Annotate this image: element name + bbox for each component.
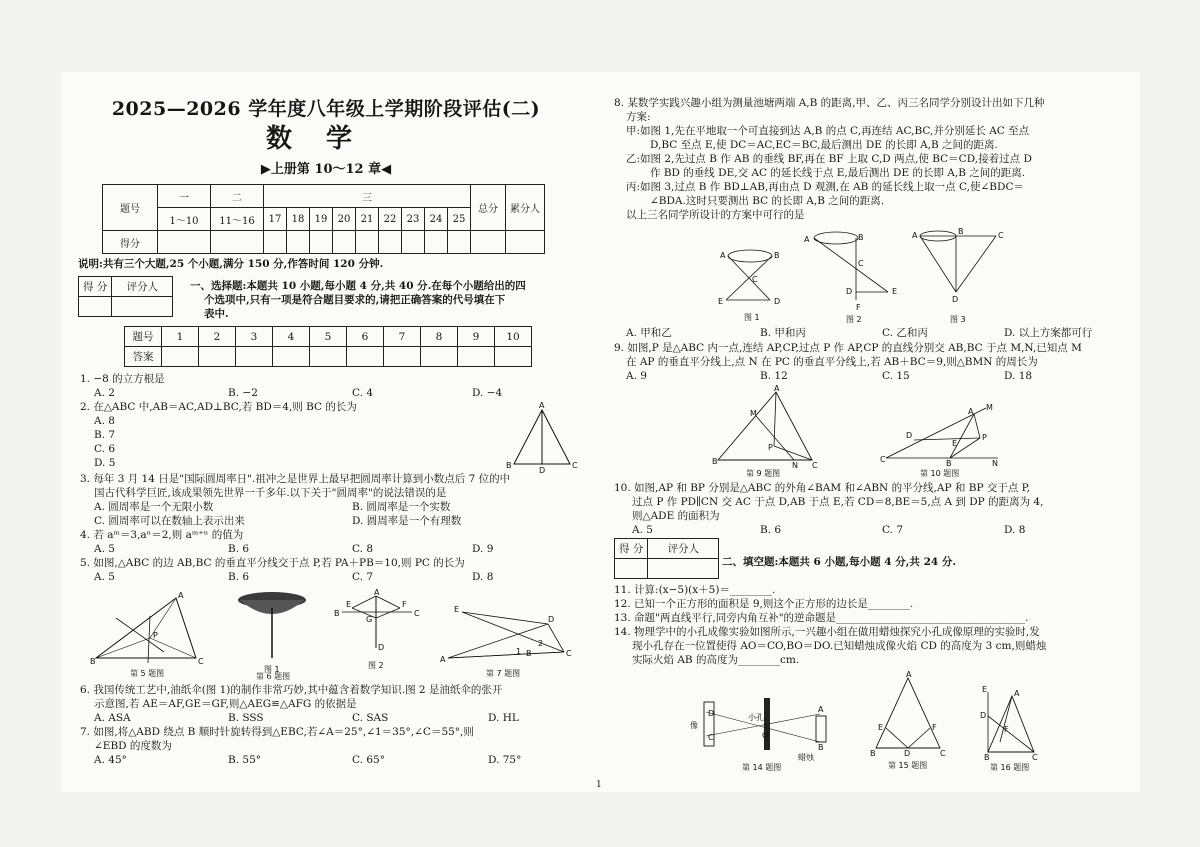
q1-option-d[interactable]: D. −4 bbox=[472, 387, 503, 399]
q6-option-c[interactable]: C. SAS bbox=[352, 712, 389, 724]
score-cell[interactable] bbox=[506, 231, 545, 254]
section-two: 二 bbox=[211, 185, 264, 208]
q5-option-a[interactable]: A. 5 bbox=[94, 571, 115, 583]
answer-cell[interactable] bbox=[310, 347, 347, 367]
score-cell[interactable] bbox=[333, 231, 356, 254]
svg-text:C: C bbox=[566, 649, 572, 658]
section-three: 三 bbox=[264, 185, 471, 208]
ans-num: 5 bbox=[310, 327, 347, 347]
score-cell[interactable] bbox=[310, 231, 333, 254]
q9-stem-line2: 在 AP 的垂直平分线上,点 N 在 PC 的垂直平分线上,若 AB＋BC＝9,则△BMN 的周长为 bbox=[626, 356, 1038, 368]
q7-option-b[interactable]: B. 55° bbox=[228, 754, 262, 766]
answer-cell[interactable] bbox=[421, 347, 458, 367]
q6-figure1 bbox=[226, 584, 326, 678]
q16-figure bbox=[976, 682, 1056, 772]
q7-option-c[interactable]: C. 65° bbox=[352, 754, 385, 766]
section2-title: 二、填空题:本题共 6 小题,每小题 4 分,共 24 分. bbox=[722, 556, 956, 568]
q4-option-d[interactable]: D. 9 bbox=[472, 543, 494, 555]
q3-stem-line1: 3. 每年 3 月 14 日是"国际圆周率日".祖冲之是世界上最早把圆周率计算到小数点后 7 位的中 bbox=[80, 473, 511, 485]
svg-text:C: C bbox=[880, 455, 886, 464]
answer-cell[interactable] bbox=[199, 347, 236, 367]
svg-text:F: F bbox=[1004, 725, 1009, 734]
svg-text:A: A bbox=[818, 705, 824, 714]
section1-line3: 表中. bbox=[204, 308, 229, 320]
q8-plan-a-line1: 甲:如图 1,先在平地取一个可直接到达 A,B 的点 C,再连结 AC,BC,并分别延长 AC 至点 bbox=[626, 125, 1030, 137]
score-table bbox=[102, 184, 545, 254]
fig5-caption: 第 5 题图 bbox=[130, 669, 165, 678]
svg-text:C: C bbox=[708, 733, 714, 742]
q8-question: 以上三名同学所设计的方案中可行的是 bbox=[626, 209, 805, 221]
fig15-caption: 第 15 题图 bbox=[888, 761, 928, 770]
svg-text:B: B bbox=[712, 457, 718, 466]
range-1: 1～10 bbox=[158, 208, 211, 231]
q10-option-d[interactable]: D. 8 bbox=[1004, 524, 1026, 536]
q6-option-d[interactable]: D. HL bbox=[488, 712, 519, 724]
svg-text:B: B bbox=[526, 649, 532, 658]
ans-num: 4 bbox=[273, 327, 310, 347]
total-label: 总分 bbox=[471, 185, 506, 231]
grader-person-label: 评分人 bbox=[112, 277, 173, 297]
svg-text:P: P bbox=[768, 443, 773, 452]
fig8-1-caption: 图 1 bbox=[744, 313, 760, 322]
subject-title: 数学 bbox=[265, 124, 386, 154]
fig16-caption: 第 16 题图 bbox=[990, 763, 1030, 772]
q9-option-c[interactable]: C. 15 bbox=[882, 370, 910, 382]
grader-score-cell[interactable] bbox=[79, 297, 112, 317]
q8-plan-c-line2: ∠BDA.这时只要测出 BC 的长即 A,B 之间的距离. bbox=[650, 195, 885, 207]
answer-cell[interactable] bbox=[347, 347, 384, 367]
q4-option-a[interactable]: A. 5 bbox=[94, 543, 115, 555]
ans-num: 3 bbox=[236, 327, 273, 347]
fig10-caption: 第 10 题图 bbox=[920, 469, 960, 478]
score-cell[interactable] bbox=[471, 231, 506, 254]
q4-stem: 4. 若 aᵐ＝3,aⁿ＝2,则 aᵐ⁺ⁿ 的值为 bbox=[80, 529, 244, 541]
q3-option-d[interactable]: D. 圆周率是一个有理数 bbox=[352, 515, 462, 527]
q10-stem-line1: 10. 如图,AP 和 BP 分别是△ABC 的外角∠BAM 和∠ABN 的平分线,AP 和 BP 交于点 P, bbox=[614, 482, 1030, 494]
q8-figure2 bbox=[800, 228, 910, 326]
answer-cell[interactable] bbox=[273, 347, 310, 367]
q8-plan-c-line1: 丙:如图 3,过点 B 作 BD⊥AB,再由点 D 观测,在 AB 的延长线上取一点 C,使∠BDC＝ bbox=[626, 181, 1024, 193]
q8-figure1 bbox=[712, 244, 792, 326]
ans-num: 2 bbox=[199, 327, 236, 347]
num-18: 18 bbox=[287, 208, 310, 231]
scorer-label: 累分人 bbox=[506, 185, 545, 231]
q8-stem-line2: 方案: bbox=[626, 111, 651, 123]
svg-text:E: E bbox=[454, 605, 460, 614]
fig9-caption: 第 9 题图 bbox=[746, 469, 781, 478]
num-20: 20 bbox=[333, 208, 356, 231]
svg-text:D: D bbox=[904, 749, 911, 758]
svg-text:B: B bbox=[870, 749, 876, 758]
svg-text:D: D bbox=[539, 466, 546, 474]
q14-figure bbox=[686, 690, 846, 772]
svg-text:D: D bbox=[548, 615, 555, 624]
svg-text:C: C bbox=[752, 275, 758, 284]
q2-figure bbox=[500, 400, 582, 474]
q10-stem-line3: 则△ADE 的面积为 bbox=[632, 510, 720, 522]
svg-text:B: B bbox=[946, 459, 952, 468]
q5-figure bbox=[86, 588, 216, 678]
svg-text:G: G bbox=[366, 615, 373, 624]
svg-text:D: D bbox=[378, 643, 385, 652]
range-2: 11～16 bbox=[211, 208, 264, 231]
svg-text:F: F bbox=[932, 723, 937, 732]
grader-score-label: 得 分 bbox=[79, 277, 112, 297]
svg-text:A: A bbox=[1014, 689, 1020, 698]
xiaokong-label: 小孔 bbox=[748, 713, 764, 722]
q14-stem-line3[interactable]: 实际火焰 AB 的高度为________cm. bbox=[632, 654, 800, 666]
xiang-label: 像 bbox=[690, 721, 698, 730]
num-22: 22 bbox=[379, 208, 402, 231]
q4-option-b[interactable]: B. 6 bbox=[228, 543, 250, 555]
q8-plan-b-line2: 作 BD 的垂线 DE,交 AC 的延长线于点 E,最后测出 DE 的长即 A,B 之间的距离. bbox=[650, 167, 1026, 179]
score-cell[interactable] bbox=[379, 231, 402, 254]
grader-score-cell[interactable] bbox=[615, 559, 648, 579]
answer-cell[interactable] bbox=[495, 347, 532, 367]
answer-table bbox=[124, 326, 532, 367]
section-one: 一 bbox=[158, 185, 211, 208]
q2-option-a[interactable]: A. 8 bbox=[94, 415, 115, 427]
q6-option-a[interactable]: A. ASA bbox=[94, 712, 131, 724]
q9-option-a[interactable]: A. 9 bbox=[626, 370, 647, 382]
q14-stem-line1: 14. 物理学中的小孔成像实验如图所示,一兴趣小组在做用蜡烛探究小孔成像原理的实验时,发 bbox=[614, 626, 1040, 638]
svg-text:E: E bbox=[892, 287, 898, 296]
svg-text:E: E bbox=[982, 685, 988, 694]
q5-option-d[interactable]: D. 8 bbox=[472, 571, 494, 583]
q2-stem: 2. 在△ABC 中,AB＝AC,AD⊥BC,若 BD＝4,则 BC 的长为 bbox=[80, 401, 357, 413]
q7-option-a[interactable]: A. 45° bbox=[94, 754, 127, 766]
answer-table-row2-label: 答案 bbox=[125, 347, 162, 367]
q3-stem-line2: 国古代科学巨匠,该成果领先世界一千多年.以下关于"圆周率"的说法错误的是 bbox=[94, 487, 447, 499]
svg-text:A: A bbox=[374, 588, 380, 597]
q6-stem-line2: 示意图,若 AE＝AF,GE＝GF,则△AEG≌△AFG 的依据是 bbox=[94, 698, 357, 710]
answer-cell[interactable] bbox=[384, 347, 421, 367]
q11-stem[interactable]: 11. 计算:(x−5)(x＋5)＝________. bbox=[614, 584, 776, 596]
q3-option-b[interactable]: B. 圆周率是一个实数 bbox=[352, 501, 451, 513]
q14-stem-line2: 现小孔存在一位置使得 AO＝CO,BO＝DO.已知蜡烛成像火焰 CD 的高度为 3 cm,则蜡烛 bbox=[632, 640, 1047, 652]
q1-option-c[interactable]: C. 4 bbox=[352, 387, 374, 399]
q7-option-d[interactable]: D. 75° bbox=[488, 754, 522, 766]
answer-cell[interactable] bbox=[162, 347, 199, 367]
svg-text:N: N bbox=[792, 461, 798, 470]
fig6-1-caption: 图 1 bbox=[264, 665, 280, 674]
score-table-row2-label: 得分 bbox=[103, 231, 158, 254]
q10-option-a[interactable]: A. 5 bbox=[632, 524, 653, 536]
ans-num: 9 bbox=[458, 327, 495, 347]
num-21: 21 bbox=[356, 208, 379, 231]
svg-text:B: B bbox=[774, 251, 780, 260]
svg-text:C: C bbox=[998, 231, 1004, 240]
svg-text:B: B bbox=[984, 753, 990, 762]
q8-plan-b-line1: 乙:如图 2,先过点 B 作 AB 的垂线 BF,再在 BF 上取 C,D 两点,使 BC＝CD,接着过点 D bbox=[626, 153, 1032, 165]
q10-figure bbox=[880, 400, 1010, 480]
page-number: 1 bbox=[596, 780, 602, 790]
score-cell[interactable] bbox=[425, 231, 448, 254]
q8-stem-line1: 8. 某数学实践兴趣小组为测量池塘两端 A,B 的距离,甲、乙、丙三名同学分别设计出如下几种 bbox=[614, 97, 1045, 109]
q3-option-a[interactable]: A. 圆周率是一个无限小数 bbox=[94, 501, 214, 513]
svg-text:C: C bbox=[1032, 753, 1038, 762]
answer-cell[interactable] bbox=[236, 347, 273, 367]
q1-option-b[interactable]: B. −2 bbox=[228, 387, 258, 399]
svg-text:B: B bbox=[818, 743, 824, 752]
svg-text:A: A bbox=[968, 407, 974, 416]
fig14-caption: 第 14 题图 bbox=[742, 763, 782, 772]
score-cell[interactable] bbox=[264, 231, 287, 254]
q7-stem-line2: ∠EBD 的度数为 bbox=[94, 740, 172, 752]
q5-stem: 5. 如图,△ABC 的边 AB,BC 的垂直平分线交于点 P,若 PA＋PB＝10,则 PC 的长为 bbox=[80, 557, 465, 569]
section1-line2: 个选项中,只有一项是符合题目要求的,请把正确答案的代号填在下 bbox=[204, 294, 506, 306]
score-cell[interactable] bbox=[158, 231, 211, 254]
svg-text:1: 1 bbox=[516, 647, 522, 656]
svg-text:A: A bbox=[440, 655, 446, 664]
score-cell[interactable] bbox=[356, 231, 379, 254]
num-19: 19 bbox=[310, 208, 333, 231]
q10-option-b[interactable]: B. 6 bbox=[760, 524, 782, 536]
svg-text:P: P bbox=[982, 433, 987, 442]
score-cell[interactable] bbox=[448, 231, 471, 254]
svg-text:A: A bbox=[906, 670, 912, 679]
fig8-2-caption: 图 2 bbox=[846, 315, 862, 324]
q5-option-b[interactable]: B. 6 bbox=[228, 571, 250, 583]
svg-text:D: D bbox=[952, 295, 959, 304]
exam-note: 说明:共有三个大题,25 个小题,满分 150 分,作答时间 120 分钟. bbox=[78, 258, 384, 270]
svg-text:B: B bbox=[858, 233, 864, 242]
svg-text:N: N bbox=[992, 459, 998, 468]
svg-text:C: C bbox=[198, 657, 204, 666]
svg-text:D: D bbox=[774, 297, 781, 306]
q8-plan-a-line2: D,BC 至点 E,使 DC＝AC,EC＝BC,最后测出 DE 的长即 A,B 之间的距离. bbox=[650, 139, 998, 151]
svg-text:D: D bbox=[906, 431, 913, 440]
svg-text:A: A bbox=[178, 591, 184, 600]
q9-figure bbox=[712, 384, 822, 480]
svg-text:E: E bbox=[346, 600, 352, 609]
svg-text:B: B bbox=[90, 657, 96, 666]
q4-option-c[interactable]: C. 8 bbox=[352, 543, 374, 555]
answer-table-row1-label: 题号 bbox=[125, 327, 162, 347]
q8-option-a[interactable]: A. 甲和乙 bbox=[626, 327, 672, 339]
svg-text:E: E bbox=[952, 439, 958, 448]
q9-option-d[interactable]: D. 18 bbox=[1004, 370, 1033, 382]
q2-option-d[interactable]: D. 5 bbox=[94, 457, 116, 469]
section1-line1: 一、选择题:本题共 10 小题,每小题 4 分,共 40 分.在每个小题给出的四 bbox=[190, 280, 526, 292]
svg-text:2: 2 bbox=[538, 639, 544, 648]
q8-figure3 bbox=[912, 228, 1008, 326]
svg-text:A: A bbox=[720, 251, 726, 260]
q10-stem-line2: 过点 P 作 PD∥CN 交 AC 于点 D,AB 于点 E,若 CD＝8,BE＝5,点 A 到 DP 的距离为 4, bbox=[632, 496, 1044, 508]
q6-figure2 bbox=[330, 588, 426, 678]
svg-text:A: A bbox=[912, 231, 918, 240]
q9-stem-line1: 9. 如图,P 是△ABC 内一点,连结 AP,CP,过点 P 作 AP,CP 的直线分别交 AB,BC 于点 M,N,已知点 M bbox=[614, 342, 1082, 354]
q7-stem-line1: 7. 如图,将△ABD 绕点 B 顺时针旋转得到△EBC,若∠A＝25°,∠1＝35°,∠C＝55°,则 bbox=[80, 726, 474, 738]
exam-title: 2025—2026 学年度八年级上学期阶段评估(二) bbox=[111, 98, 541, 120]
ans-num: 10 bbox=[495, 327, 532, 347]
q10-option-c[interactable]: C. 7 bbox=[882, 524, 904, 536]
svg-text:C: C bbox=[858, 259, 864, 268]
q8-option-d[interactable]: D. 以上方案都可行 bbox=[1004, 327, 1093, 339]
svg-text:P: P bbox=[153, 631, 158, 640]
score-cell[interactable] bbox=[211, 231, 264, 254]
svg-text:B: B bbox=[334, 609, 340, 618]
ans-num: 7 bbox=[384, 327, 421, 347]
fig8-3-caption: 图 3 bbox=[950, 315, 966, 324]
svg-text:F: F bbox=[402, 600, 407, 609]
svg-text:O: O bbox=[762, 731, 769, 740]
svg-text:D: D bbox=[846, 287, 853, 296]
num-23: 23 bbox=[402, 208, 425, 231]
q5-option-c[interactable]: C. 7 bbox=[352, 571, 374, 583]
grader-score-label: 得 分 bbox=[615, 539, 648, 559]
svg-text:A: A bbox=[539, 401, 545, 410]
fig6-caption: 第 6 题图 bbox=[256, 672, 291, 681]
num-24: 24 bbox=[425, 208, 448, 231]
q13-stem[interactable]: 13. 命题"两直线平行,同旁内角互补"的逆命题是____________________________________. bbox=[614, 612, 1029, 624]
q6-stem-line1: 6. 我国传统工艺中,油纸伞(图 1)的制作非常巧妙,其中蕴含着数学知识.图 2 是油纸伞的张开 bbox=[80, 684, 503, 696]
svg-text:E: E bbox=[718, 297, 724, 306]
svg-text:D: D bbox=[708, 709, 715, 718]
q1-option-a[interactable]: A. 2 bbox=[94, 387, 115, 399]
lazhu-label: 蜡烛 bbox=[798, 753, 814, 762]
answer-cell[interactable] bbox=[458, 347, 495, 367]
svg-text:M: M bbox=[986, 403, 993, 412]
q8-option-c[interactable]: C. 乙和丙 bbox=[882, 327, 928, 339]
svg-text:C: C bbox=[414, 609, 420, 618]
ans-num: 8 bbox=[421, 327, 458, 347]
svg-text:D: D bbox=[980, 711, 987, 720]
q15-figure bbox=[866, 670, 952, 770]
grader-person-label: 评分人 bbox=[648, 539, 719, 559]
svg-text:C: C bbox=[812, 461, 818, 470]
ans-num: 6 bbox=[347, 327, 384, 347]
grader-box-1 bbox=[78, 276, 173, 317]
q9-option-b[interactable]: B. 12 bbox=[760, 370, 788, 382]
score-table-row1-label: 题号 bbox=[103, 185, 158, 231]
svg-text:C: C bbox=[572, 461, 578, 470]
grader-person-cell[interactable] bbox=[648, 559, 719, 579]
svg-text:A: A bbox=[804, 235, 810, 244]
grader-person-cell[interactable] bbox=[112, 297, 173, 317]
q12-stem[interactable]: 12. 已知一个正方形的面积是 9,则这个正方形的边长是________. bbox=[614, 598, 914, 610]
svg-text:B: B bbox=[506, 461, 512, 470]
fig6-2-caption: 图 2 bbox=[368, 661, 384, 670]
svg-text:A: A bbox=[774, 384, 780, 393]
scope-label: ▶上册第 10～12 章◀ bbox=[260, 162, 392, 177]
q2-option-c[interactable]: C. 6 bbox=[94, 443, 116, 455]
num-17: 17 bbox=[264, 208, 287, 231]
svg-text:B: B bbox=[958, 228, 964, 236]
svg-text:F: F bbox=[856, 303, 861, 312]
grader-box-2 bbox=[614, 538, 719, 579]
q2-option-b[interactable]: B. 7 bbox=[94, 429, 116, 441]
ans-num: 1 bbox=[162, 327, 199, 347]
q1-stem: 1. −8 的立方根是 bbox=[80, 373, 165, 385]
num-25: 25 bbox=[448, 208, 471, 231]
q8-option-b[interactable]: B. 甲和丙 bbox=[760, 327, 806, 339]
svg-text:C: C bbox=[940, 749, 946, 758]
score-cell[interactable] bbox=[402, 231, 425, 254]
score-cell[interactable] bbox=[287, 231, 310, 254]
fig7-caption: 第 7 题图 bbox=[486, 669, 521, 678]
svg-text:E: E bbox=[878, 723, 884, 732]
svg-text:M: M bbox=[750, 409, 757, 418]
q7-figure bbox=[440, 602, 580, 678]
q3-option-c[interactable]: C. 圆周率可以在数轴上表示出来 bbox=[94, 515, 245, 527]
q6-option-b[interactable]: B. SSS bbox=[228, 712, 264, 724]
